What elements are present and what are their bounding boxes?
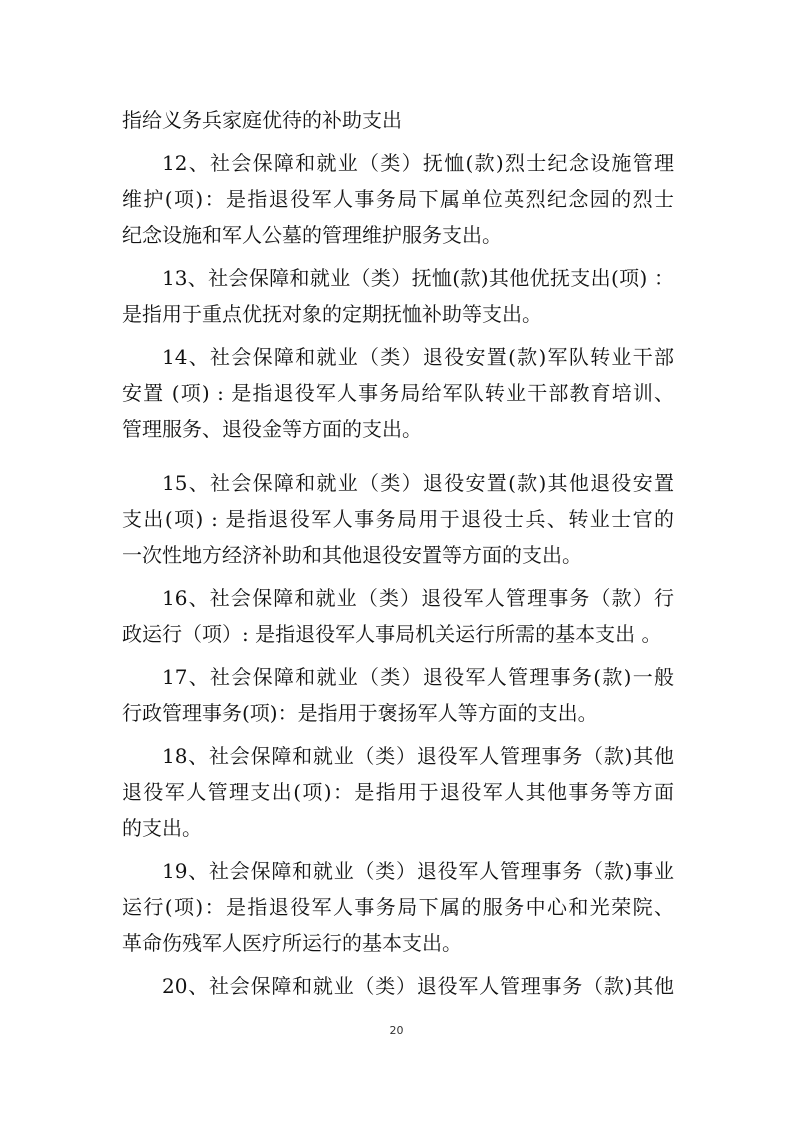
text-line: 政运行（项）: 是指退役军人事局机关运行所需的基本支出 。 — [122, 622, 662, 646]
paragraph-17 — [122, 659, 674, 731]
text-line: 13、社会保障和就业（类）抚恤(款)其他优抚支出(项) ： — [162, 266, 674, 290]
paragraph-20 — [122, 968, 674, 1004]
text-line: 15、社会保障和就业（类）退役安置(款)其他退役安置 — [162, 471, 674, 495]
text-line: 17、社会保障和就业（类）退役军人管理事务(款)一般 — [162, 665, 674, 689]
text-line: 退役军人管理支出(项)：是指用于退役军人其他事务等方面 — [122, 780, 674, 804]
text-line: 安置 (项) : 是指退役军人事务局给军队转业干部教育培训、 — [122, 381, 674, 405]
text-line: 革命伤残军人医疗所运行的基本支出。 — [122, 931, 462, 955]
text-line: 的支出。 — [122, 816, 202, 840]
paragraph-12 — [122, 145, 674, 253]
text-line: 管理服务、退役金等方面的支出。 — [122, 417, 422, 441]
text-line: 16、社会保障和就业（类）退役军人管理事务（款）行 — [162, 586, 674, 610]
text-line: 19、社会保障和就业（类）退役军人管理事务（款)事业 — [162, 859, 674, 883]
text-line: 20、社会保障和就业（类）退役军人管理事务（款)其他 — [162, 974, 674, 998]
text-line: 18、社会保障和就业（类）退役军人管理事务（款)其他 — [162, 744, 674, 768]
text-line: 12、社会保障和就业（类）抚恤(款)烈士纪念设施管理 — [162, 151, 674, 175]
paragraph-18 — [122, 738, 674, 846]
paragraph-11-continuation — [122, 102, 674, 138]
text-line: 一次性地方经济补助和其他退役安置等方面的支出。 — [122, 543, 582, 567]
paragraph-15 — [122, 465, 674, 573]
text-line: 指给义务兵家庭优待的补助支出 — [122, 108, 402, 132]
text-line: 支出(项) : 是指退役军人事务局用于退役士兵、转业士官的 — [122, 507, 674, 531]
page-number: 20 — [389, 1024, 404, 1037]
text-line: 纪念设施和军人公墓的管理维护服务支出。 — [122, 223, 502, 247]
text-line: 运行(项)：是指退役军人事务局下属的服务中心和光荣院、 — [122, 895, 674, 919]
paragraph-16 — [122, 580, 674, 652]
text-line: 行政管理事务(项)：是指用于褒扬军人等方面的支出。 — [122, 701, 598, 725]
paragraph-19 — [122, 853, 674, 961]
paragraph-13 — [122, 260, 674, 332]
body-text — [122, 102, 674, 1011]
text-line: 维护(项)：是指退役军人事务局下属单位英烈纪念园的烈士 — [122, 187, 674, 211]
text-line: 是指用于重点优抚对象的定期抚恤补助等支出。 — [122, 302, 542, 326]
paragraph-14 — [122, 339, 674, 447]
text-line: 14、社会保障和就业（类）退役安置(款)军队转业干部 — [162, 345, 674, 369]
